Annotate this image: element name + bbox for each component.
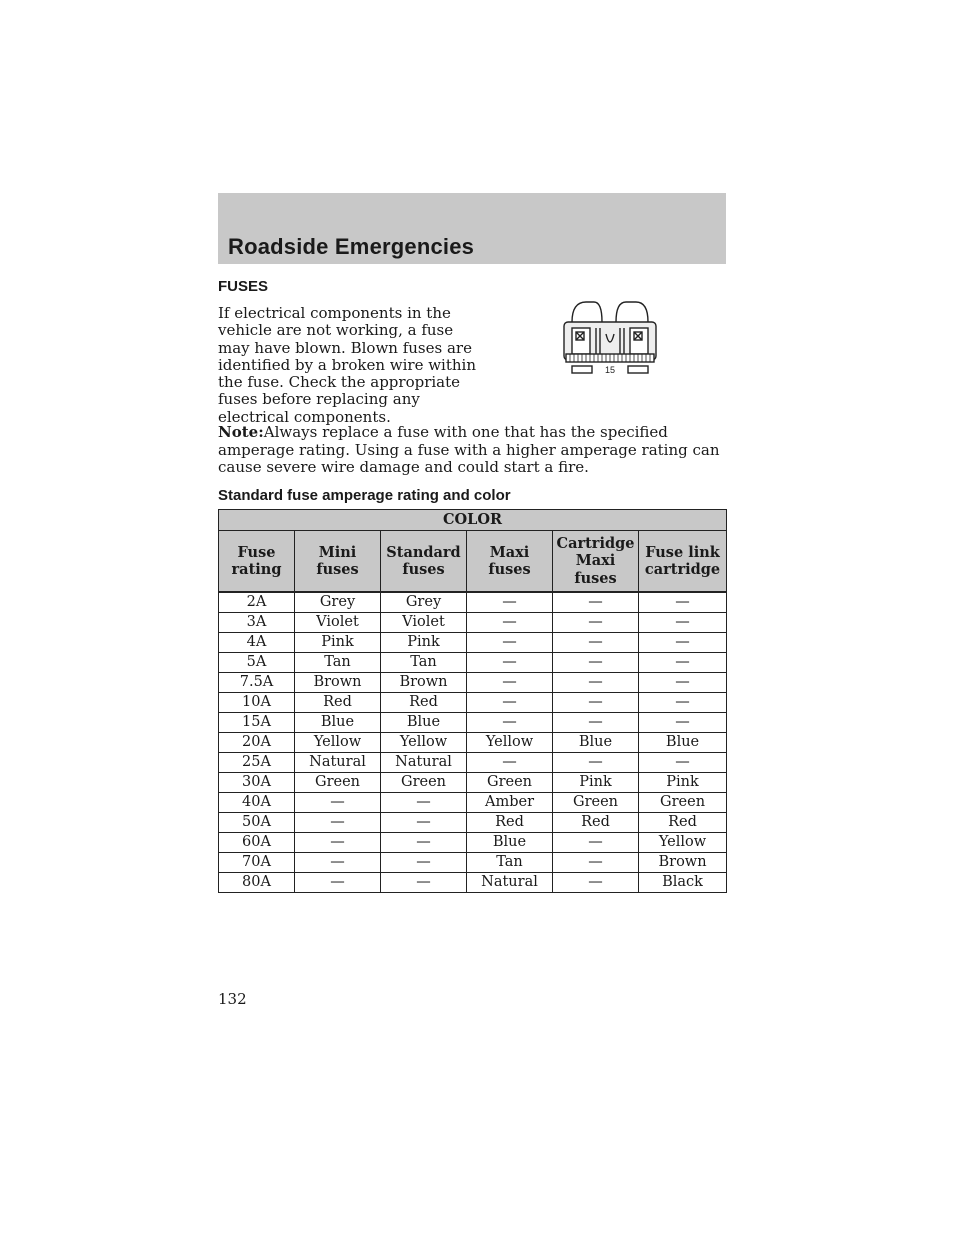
table-cell: 40A [219, 793, 295, 813]
table-cell: — [467, 753, 553, 773]
table-cell: Tan [295, 653, 381, 673]
table-row [219, 713, 727, 733]
column-header: Mini fuses [295, 531, 381, 593]
table-cell: 50A [219, 813, 295, 833]
table-cell: Grey [381, 592, 467, 613]
table-cell: Red [295, 693, 381, 713]
table-cell: — [553, 833, 639, 853]
note-paragraph [218, 424, 728, 477]
table-cell: Red [553, 813, 639, 833]
fuse-illustration [560, 298, 660, 382]
table-cell: 60A [219, 833, 295, 853]
table-cell: Grey [295, 592, 381, 613]
table-cell: — [553, 653, 639, 673]
table-cell: — [639, 673, 727, 693]
table-cell: Blue [553, 733, 639, 753]
table-cell: — [553, 873, 639, 893]
table-cell: Blue [295, 713, 381, 733]
table-row [219, 733, 727, 753]
table-cell: Natural [381, 753, 467, 773]
table-cell: — [639, 633, 727, 653]
table-cell: — [639, 592, 727, 613]
table-cell: — [381, 833, 467, 853]
table-cell: — [467, 633, 553, 653]
table-cell: Tan [381, 653, 467, 673]
table-cell: Green [295, 773, 381, 793]
table-cell: 4A [219, 633, 295, 653]
table-cell: — [467, 713, 553, 733]
table-cell: Natural [295, 753, 381, 773]
table-cell: 10A [219, 693, 295, 713]
page-header-title: Roadside Emergencies [228, 234, 475, 259]
table-cell: — [381, 793, 467, 813]
table-row [219, 673, 727, 693]
table-cell: Brown [381, 673, 467, 693]
column-header: Cartridge Maxi fuses [553, 531, 639, 593]
table-cell: — [467, 693, 553, 713]
table-cell: — [639, 653, 727, 673]
table-row [219, 613, 727, 633]
table-cell: — [381, 873, 467, 893]
table-cell: 80A [219, 873, 295, 893]
table-row [219, 633, 727, 653]
note-text: Always replace a fuse with one that has the specified amperage rating. Using a fuse with a higher amperage rating can cause severe wire damage and could start a fire. [218, 423, 720, 476]
table-row [219, 833, 727, 853]
table-cell: Green [467, 773, 553, 793]
table-cell: 2A [219, 592, 295, 613]
table-cell: Green [553, 793, 639, 813]
table-cell: — [639, 613, 727, 633]
table-cell: — [553, 633, 639, 653]
table-cell: Green [381, 773, 467, 793]
fuse-illustration-label: 15 [604, 365, 616, 375]
table-cell: Pink [295, 633, 381, 653]
table-cell: 30A [219, 773, 295, 793]
table-cell: Natural [467, 873, 553, 893]
column-header: Fuse rating [219, 531, 295, 593]
table-cell: 3A [219, 613, 295, 633]
column-header: Standard fuses [381, 531, 467, 593]
table-cell: Pink [381, 633, 467, 653]
table-cell: — [467, 592, 553, 613]
table-cell: Yellow [467, 733, 553, 753]
table-cell: — [553, 592, 639, 613]
note-label: Note: [218, 423, 264, 441]
table-cell: 70A [219, 853, 295, 873]
table-cell: 15A [219, 713, 295, 733]
table-cell: 7.5A [219, 673, 295, 693]
table-cell: — [467, 653, 553, 673]
table-cell: Violet [381, 613, 467, 633]
table-cell: — [295, 793, 381, 813]
table-row [219, 813, 727, 833]
table-row [219, 653, 727, 673]
table-row [219, 693, 727, 713]
table-cell: Yellow [639, 833, 727, 853]
table-cell: Red [639, 813, 727, 833]
table-cell: Pink [553, 773, 639, 793]
table-cell: Black [639, 873, 727, 893]
table-cell: Blue [639, 733, 727, 753]
table-cell: — [553, 613, 639, 633]
fuse-color-table [218, 509, 727, 893]
table-cell: — [467, 613, 553, 633]
table-cell: Red [467, 813, 553, 833]
table-cell: 20A [219, 733, 295, 753]
table-cell: — [381, 853, 467, 873]
table-cell: — [295, 873, 381, 893]
table-cell: — [553, 713, 639, 733]
table-cell: — [639, 693, 727, 713]
table-cell: Violet [295, 613, 381, 633]
table-cell: — [467, 673, 553, 693]
table-row [219, 753, 727, 773]
table-cell: Red [381, 693, 467, 713]
table-row [219, 793, 727, 813]
table-cell: — [295, 813, 381, 833]
table-cell: — [553, 853, 639, 873]
column-header: Maxi fuses [467, 531, 553, 593]
header-band [218, 193, 726, 264]
table-row [219, 592, 727, 613]
table-row [219, 873, 727, 893]
section-heading: FUSES [218, 278, 269, 295]
table-cell: Brown [295, 673, 381, 693]
table-cell: Tan [467, 853, 553, 873]
table-cell: Yellow [295, 733, 381, 753]
table-group-header: COLOR [219, 510, 727, 531]
table-cell: Yellow [381, 733, 467, 753]
table-cell: 25A [219, 753, 295, 773]
table-heading: Standard fuse amperage rating and color [218, 487, 511, 504]
table-cell: Pink [639, 773, 727, 793]
table-cell: Blue [381, 713, 467, 733]
intro-paragraph: If electrical components in the vehicle are not working, a fuse may have blown. Blown fuses are identified by a broken wire within the fuse. Check the appropriate fuses before replacing any electrical components. [218, 304, 477, 426]
table-cell: — [295, 853, 381, 873]
table-cell: — [639, 713, 727, 733]
table-cell: Green [639, 793, 727, 813]
table-cell: — [553, 693, 639, 713]
page-number: 132 [218, 990, 247, 1008]
table-cell: 5A [219, 653, 295, 673]
table-row [219, 853, 727, 873]
table-cell: — [639, 753, 727, 773]
table-cell: — [381, 813, 467, 833]
table-row [219, 773, 727, 793]
table-cell: Brown [639, 853, 727, 873]
table-cell: — [295, 833, 381, 853]
column-header: Fuse link cartridge [639, 531, 727, 593]
table-cell: Amber [467, 793, 553, 813]
table-cell: — [553, 753, 639, 773]
table-cell: — [553, 673, 639, 693]
table-cell: Blue [467, 833, 553, 853]
